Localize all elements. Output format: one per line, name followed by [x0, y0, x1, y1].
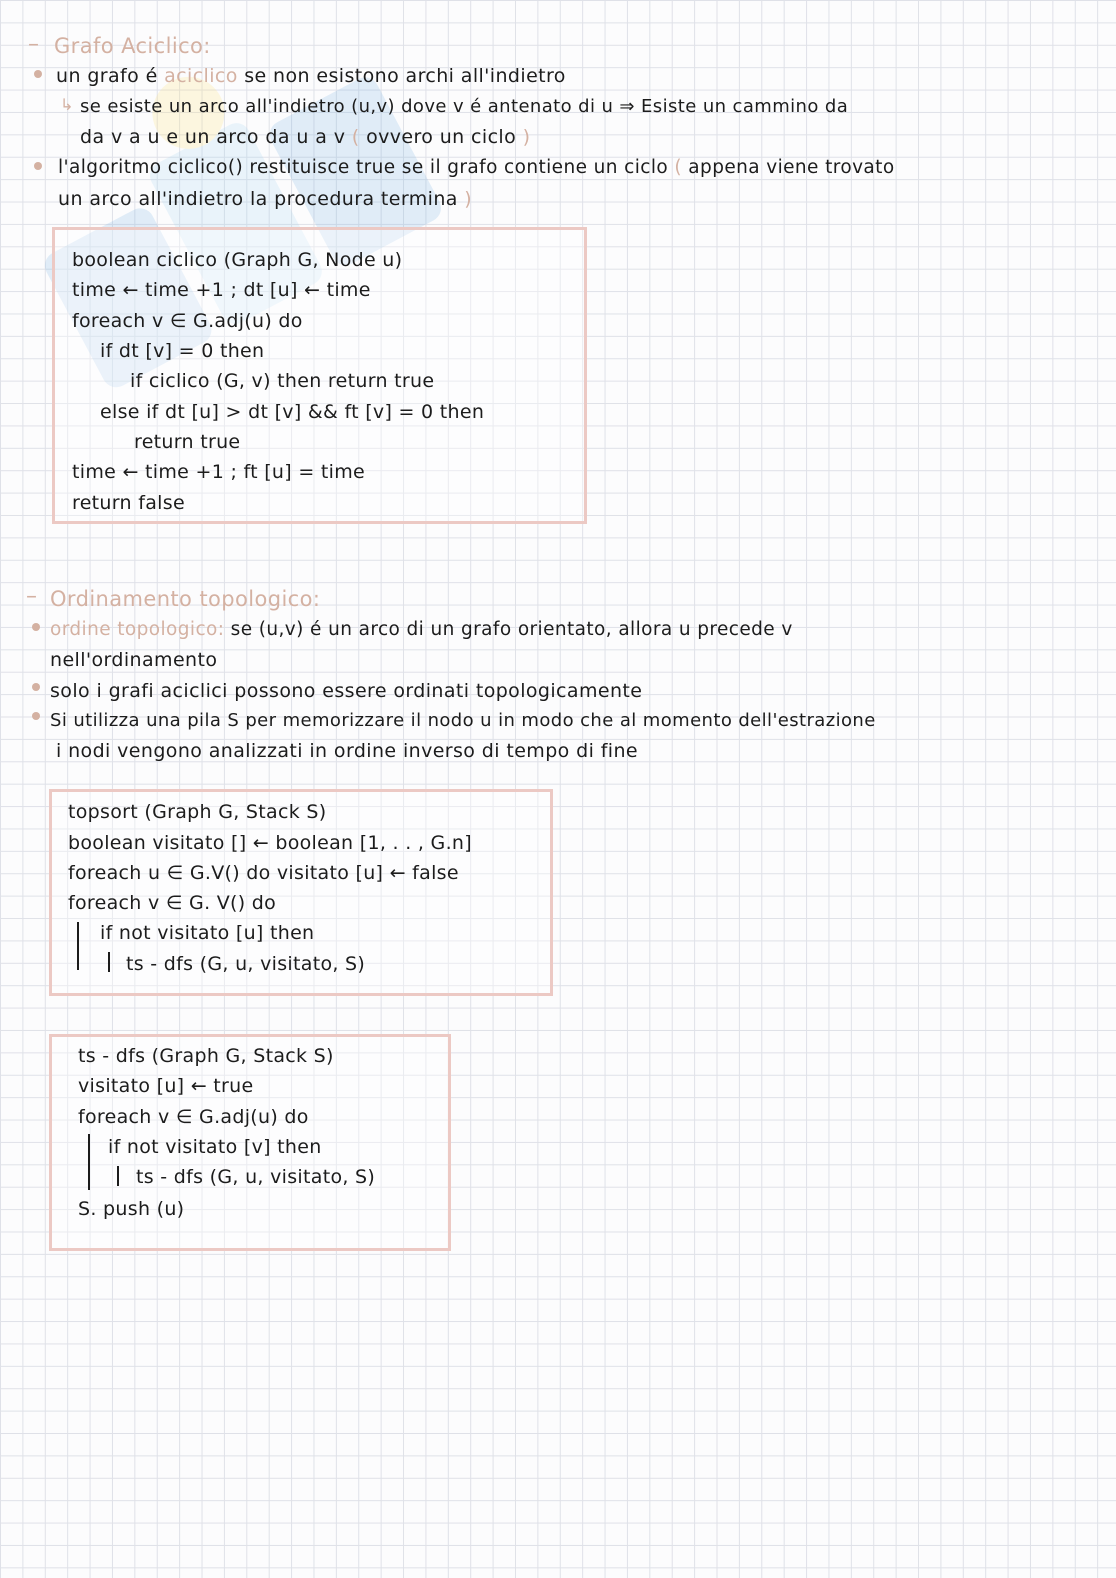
- code-line: boolean visitato [] ← boolean [1, . . , G.n]: [68, 832, 472, 854]
- sub-arrow-icon: ↳: [60, 95, 74, 114]
- code-line: return false: [72, 492, 185, 514]
- indent-bar: [88, 1134, 90, 1190]
- bullet-dot: [32, 623, 40, 631]
- heading-dash: –: [28, 32, 39, 57]
- text: un grafo é: [56, 65, 165, 87]
- indent-bar: [77, 922, 79, 970]
- code-line: topsort (Graph G, Stack S): [68, 801, 327, 823]
- text: da v a u e un arco da u a v: [80, 126, 352, 148]
- bullet-dot: [32, 712, 40, 720]
- bullet-algoritmo-ciclico-line2: [58, 184, 472, 214]
- paren: ): [464, 188, 473, 210]
- paren: ): [522, 126, 531, 148]
- text: un arco all'indietro la procedura termina: [58, 188, 465, 210]
- bullet-algoritmo-ciclico: [58, 153, 895, 183]
- text: appena viene trovato: [682, 157, 895, 178]
- code-line: foreach v ∈ G.adj(u) do: [78, 1106, 309, 1128]
- code-line: if ciclico (G, v) then return true: [130, 370, 435, 392]
- bullet-aciclico-definition: [56, 61, 566, 91]
- code-line: S. push (u): [78, 1198, 185, 1220]
- code-line: foreach v ∈ G. V() do: [68, 892, 277, 914]
- indent-bar: [117, 1166, 119, 1186]
- indent-bar: [108, 952, 110, 972]
- bullet-ordine-topologico-line2: nell'ordinamento: [50, 649, 218, 671]
- code-line: time ← time +1 ; ft [u] = time: [72, 461, 366, 483]
- section-title-grafo-aciclico: Grafo Aciclico:: [54, 34, 211, 58]
- paren: (: [674, 157, 683, 178]
- bullet-dot: [32, 683, 40, 691]
- text: se (u,v) é un arco di un grafo orientato, allora u precede v: [224, 619, 793, 640]
- keyword-aciclico: aciclico: [164, 65, 238, 87]
- keyword-ordine-topologico: ordine topologico:: [50, 619, 225, 640]
- sub-line-arco-indietro: se esiste un arco all'indietro (u,v) dove v é antenato di u ⇒ Esiste un cammino da: [80, 96, 849, 117]
- code-line: foreach v ∈ G.adj(u) do: [72, 310, 303, 332]
- code-line: foreach u ∈ G.V() do visitato [u] ← false: [68, 862, 459, 884]
- sub-line-ciclo: [80, 122, 530, 152]
- section-title-ordinamento-topologico: Ordinamento topologico:: [50, 587, 321, 611]
- code-line: if not visitato [v] then: [108, 1136, 322, 1158]
- code-line: time ← time +1 ; dt [u] ← time: [72, 279, 371, 301]
- bullet-ordine-topologico: [50, 615, 793, 645]
- text: l'algoritmo ciclico() restituisce true se il grafo contiene un ciclo: [58, 157, 675, 178]
- code-line: return true: [134, 431, 241, 453]
- code-line: boolean ciclico (Graph G, Node u): [72, 249, 403, 271]
- bullet-grafi-aciclici: solo i grafi aciclici possono essere ordinati topologicamente: [50, 680, 643, 702]
- text: se non esistono archi all'indietro: [237, 65, 566, 87]
- bullet-pila-line2: i nodi vengono analizzati in ordine inverso di tempo di fine: [56, 740, 639, 762]
- bullet-dot: [34, 70, 42, 78]
- text: ovvero un ciclo: [359, 126, 523, 148]
- code-line: else if dt [u] > dt [v] && ft [v] = 0 then: [100, 401, 485, 423]
- heading-dash: –: [26, 584, 37, 609]
- code-line: ts - dfs (G, u, visitato, S): [136, 1166, 376, 1188]
- code-line: visitato [u] ← true: [78, 1075, 254, 1097]
- paren: (: [351, 126, 360, 148]
- code-line: ts - dfs (G, u, visitato, S): [126, 953, 366, 975]
- bullet-pila: Si utilizza una pila S per memorizzare il nodo u in modo che al momento dell'estrazione: [50, 710, 876, 731]
- code-line: if not visitato [u] then: [100, 922, 315, 944]
- bullet-dot: [34, 162, 42, 170]
- code-line: if dt [v] = 0 then: [100, 340, 265, 362]
- code-line: ts - dfs (Graph G, Stack S): [78, 1045, 334, 1067]
